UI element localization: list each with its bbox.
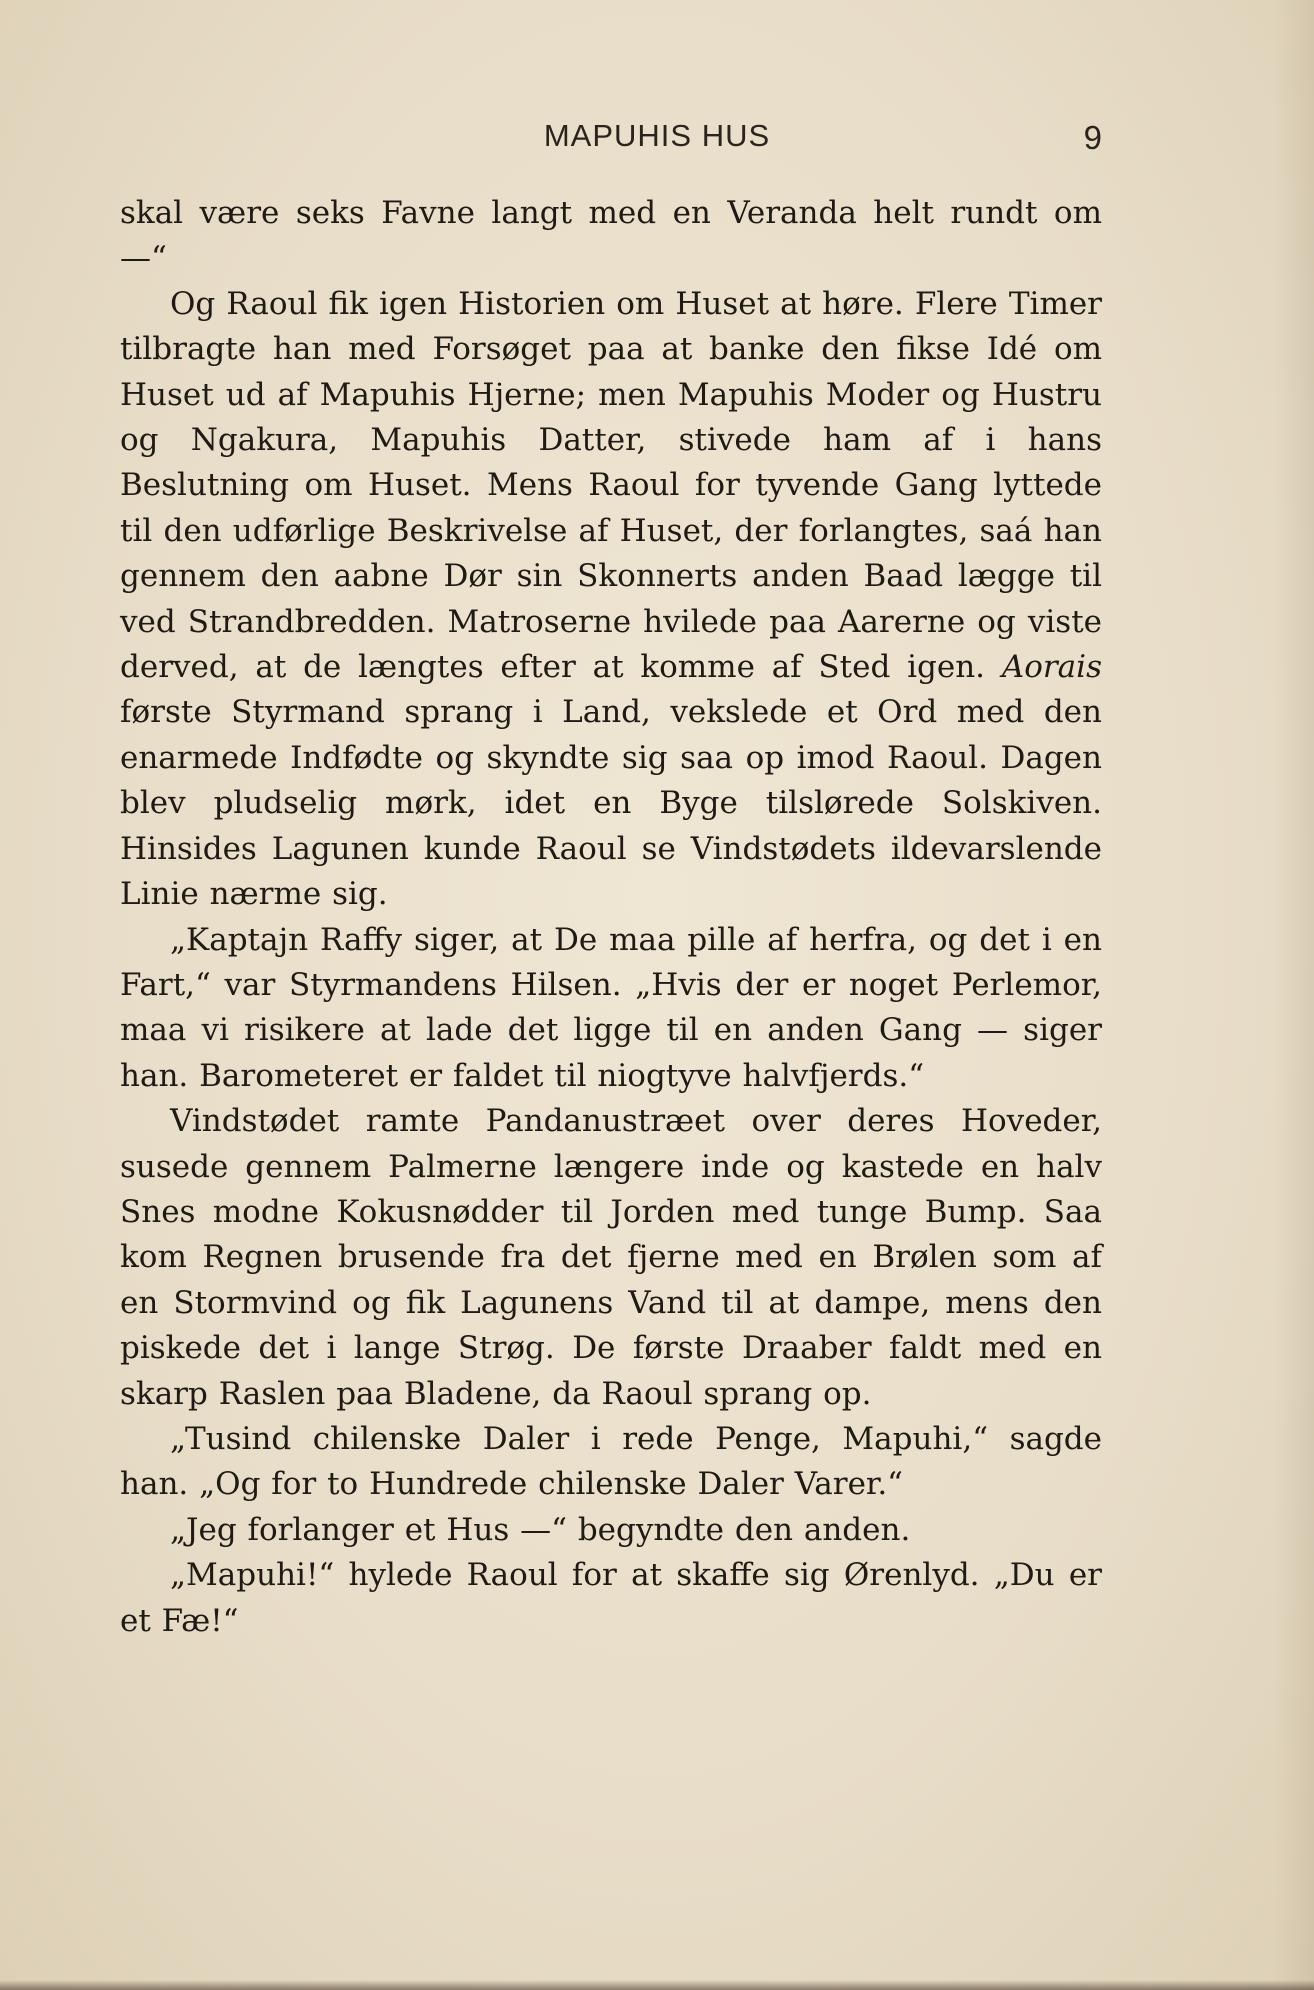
- paragraph-2-text: Og Raoul fik igen Historien om Huset at høre. Flere Timer tilbragte han med Forsøget paa at banke den fikse Idé om Huset ud af Mapuhis Hjerne; men Mapuhis Moder og Hustru og Ngakura, Mapuhis Datter, stivede ham af i hans Beslutning om Huset. Mens Raoul for tyvende Gang lyttede til den udførlige Beskrivelse af Huset, der forlangtes, saá han gennem den aabne Dør sin Skonnerts anden Baad lægge til ved Strandbredden. Matroserne hvilede paa Aarerne og viste derved, at de længtes efter at komme af Sted igen.: [120, 285, 1102, 686]
- paragraph-6: „Jeg forlanger et Hus —“ begyndte den anden.: [170, 1511, 911, 1548]
- paragraph-2: [120, 282, 1102, 918]
- paragraph-4: Vindstødet ramte Pandanustræet over deres Hoveder, susede gennem Palmerne længere inde og kastede en halv Snes modne Kokusnødder til Jorden med tunge Bump. Saa kom Regnen brusende fra det fjerne med en Brølen som af en Stormvind og fik Lagunens Vand til at dampe, mens den piskede det i lange Strøg. De første Draaber faldt med en skarp Raslen paa Bladene, da Raoul sprang op.: [120, 1103, 1102, 1412]
- italic-ship-name: Aorais: [1001, 649, 1102, 686]
- paragraph-7: „Mapuhi!“ hylede Raoul for at skaffe sig Ørenlyd. „Du er et Fæ!“: [120, 1557, 1102, 1639]
- paragraph-1: skal være seks Favne langt med en Veranda helt rundt om —“: [120, 195, 1102, 277]
- running-title: MAPUHIS HUS: [543, 118, 771, 153]
- body-text: [120, 191, 1102, 1644]
- paragraph-5: „Tusind chilenske Daler i rede Penge, Mapuhi,“ sagde han. „Og for to Hundrede chilenske Daler Varer.“: [120, 1420, 1102, 1503]
- paragraph-2-cont: første Styrmand sprang i Land, vekslede et Ord med den enarmede Indfødte og skyndte sig saa op imod Raoul. Dagen blev pludselig mørk, idet en Byge tilslørede Solskiven. Hinsides Lagunen kunde Raoul se Vindstødets ildevarslende Linie nærme sig.: [120, 694, 1102, 913]
- running-head: [0, 116, 1314, 156]
- paragraph-3: „Kaptajn Raffy siger, at De maa pille af herfra, og det i en Fart,“ var Styrmandens Hilsen. „Hvis der er noget Perlemor, maa vi risikere at lade det ligge til en anden Gang — siger han. Barometeret er faldet til niogtyve halvfjerds.“: [120, 921, 1102, 1094]
- page-number: 9: [1083, 119, 1102, 156]
